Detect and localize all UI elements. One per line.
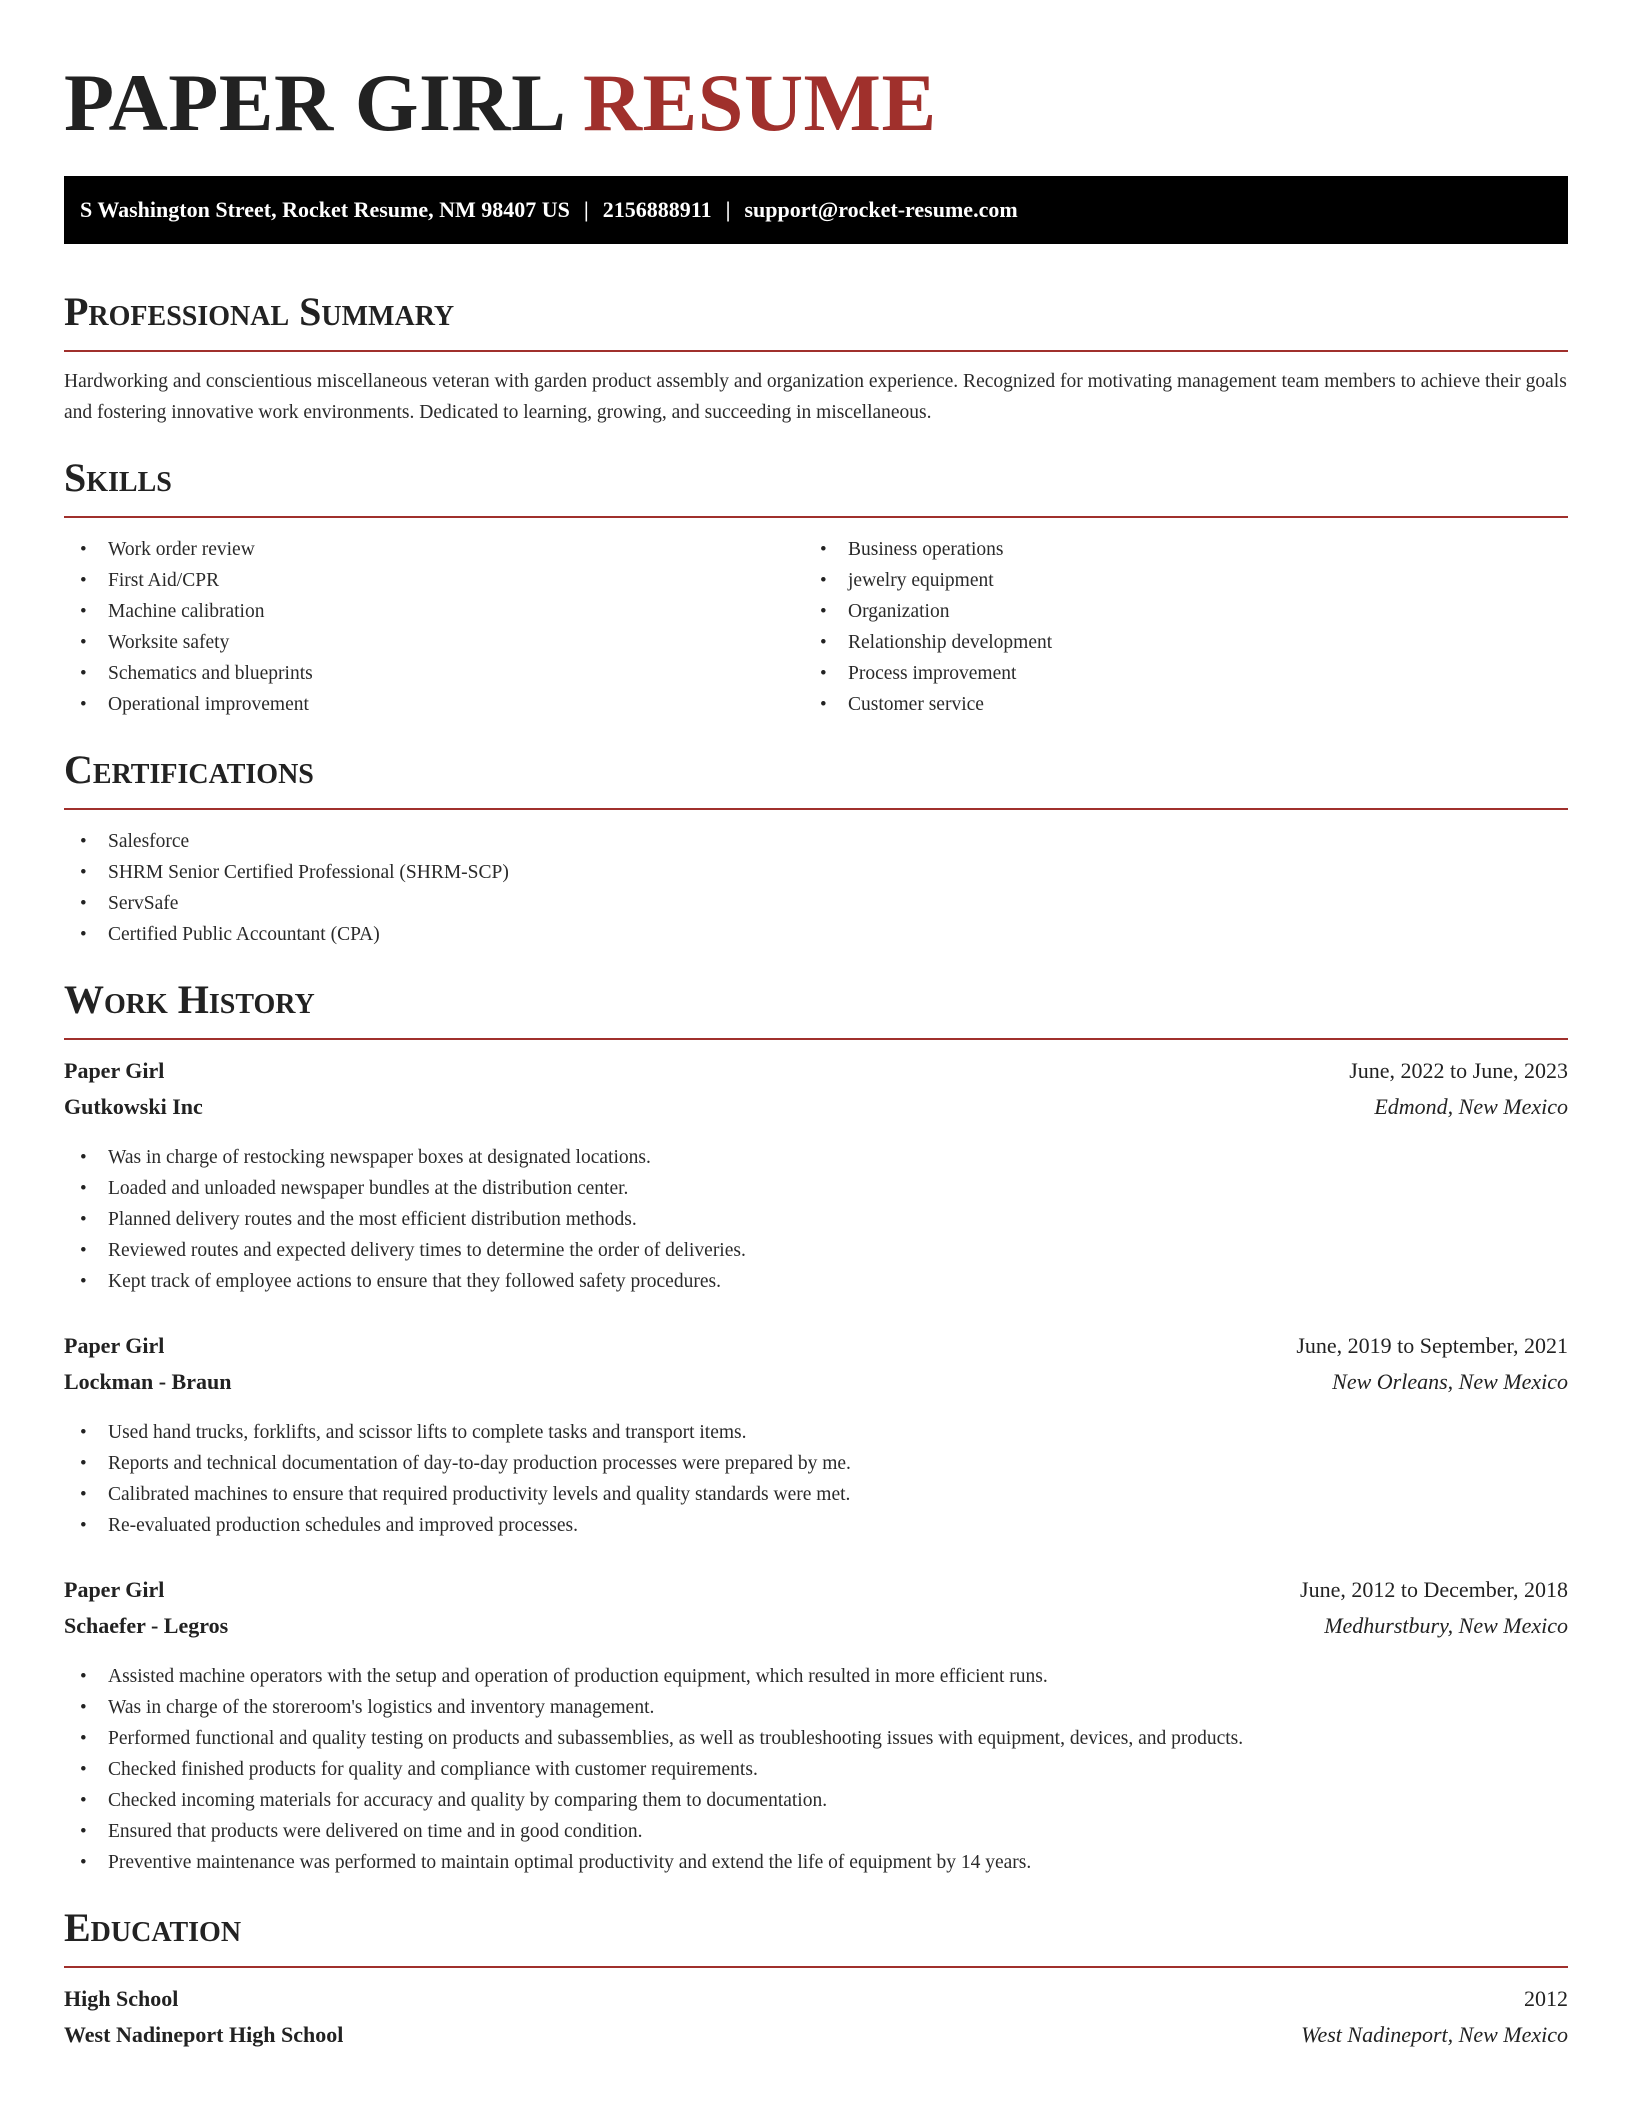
contact-email[interactable]: support@rocket-resume.com: [744, 197, 1018, 222]
job-bullet: • Calibrated machines to ensure that required productivity levels and quality standards were met.: [64, 1479, 1568, 1510]
skill-item: • Organization: [804, 596, 1544, 627]
section-title-summary: Professional Summary: [64, 289, 455, 334]
job-company: Gutkowski Inc: [64, 1094, 203, 1119]
section-title-education: Education: [64, 1905, 242, 1950]
job-bullet: • Used hand trucks, forklifts, and scissor lifts to complete tasks and transport items.: [64, 1417, 1568, 1448]
title-resume-word: RESUME: [582, 57, 937, 148]
skill-item: • Schematics and blueprints: [64, 658, 804, 689]
work-history-section: [64, 976, 1568, 1878]
section-title-skills: Skills: [64, 455, 172, 500]
skill-item: • Worksite safety: [64, 627, 804, 658]
certification-item: • SHRM Senior Certified Professional (SHRM-SCP): [64, 857, 1568, 888]
job-role: Paper Girl: [64, 1333, 165, 1358]
skill-item: • Machine calibration: [64, 596, 804, 627]
job-bullet: • Re-evaluated production schedules and improved processes.: [64, 1510, 1568, 1541]
job-bullet: • Was in charge of the storeroom's logistics and inventory management.: [64, 1692, 1568, 1723]
education-subheader-row: [64, 2022, 1568, 2058]
education-year: 2012: [1524, 1986, 1568, 2011]
certification-item: • Certified Public Accountant (CPA): [64, 919, 1568, 950]
job-entry: [64, 1333, 1568, 1541]
job-header-row: [64, 1577, 1568, 1613]
job-location: Edmond, New Mexico: [1374, 1094, 1568, 1119]
job-bullet: • Checked incoming materials for accuracy and quality by comparing them to documentation.: [64, 1785, 1568, 1816]
resume-title: [64, 58, 1568, 148]
job-location: Medhurstbury, New Mexico: [1324, 1613, 1568, 1638]
job-bullet: • Kept track of employee actions to ensure that they followed safety procedures.: [64, 1266, 1568, 1297]
job-entry: [64, 1577, 1568, 1878]
skill-item: • Relationship development: [804, 627, 1544, 658]
contact-separator: |: [583, 197, 589, 222]
job-dates: June, 2022 to June, 2023: [1349, 1058, 1568, 1083]
job-bullet: • Ensured that products were delivered on time and in good condition.: [64, 1816, 1568, 1847]
skill-item: • Process improvement: [804, 658, 1544, 689]
job-header-row: [64, 1333, 1568, 1369]
section-divider: [64, 808, 1568, 810]
job-bullets: [64, 1661, 1568, 1878]
skill-item: • Operational improvement: [64, 689, 804, 720]
job-bullet: • Performed functional and quality testing on products and subassemblies, as well as troubleshooting issues with equipment, devices, and products.: [64, 1723, 1568, 1754]
job-dates: June, 2019 to September, 2021: [1296, 1333, 1568, 1358]
certifications-section: [64, 746, 1568, 950]
education-header-row: [64, 1986, 1568, 2022]
job-subheader-row: [64, 1094, 1568, 1130]
certification-item: • Salesforce: [64, 826, 1568, 857]
section-divider: [64, 350, 1568, 352]
job-location: New Orleans, New Mexico: [1332, 1369, 1568, 1394]
education-entry: [64, 1986, 1568, 2058]
summary-section: [64, 288, 1568, 428]
job-bullet: • Preventive maintenance was performed to maintain optimal productivity and extend the life of equipment by 14 years.: [64, 1847, 1568, 1878]
education-school: West Nadineport High School: [64, 2022, 344, 2047]
skill-item: • Customer service: [804, 689, 1544, 720]
certifications-list: [64, 826, 1568, 950]
job-subheader-row: [64, 1369, 1568, 1405]
education-degree: High School: [64, 1986, 179, 2011]
certification-item: • ServSafe: [64, 888, 1568, 919]
contact-separator: |: [725, 197, 731, 222]
job-entry: [64, 1058, 1568, 1297]
job-company: Schaefer - Legros: [64, 1613, 229, 1638]
job-subheader-row: [64, 1613, 1568, 1649]
section-divider: [64, 1038, 1568, 1040]
job-bullet: • Planned delivery routes and the most efficient distribution methods.: [64, 1204, 1568, 1235]
skills-list-left: [64, 534, 804, 720]
education-section: [64, 1904, 1568, 2058]
section-divider: [64, 1966, 1568, 1968]
job-bullet: • Reports and technical documentation of day-to-day production processes were prepared by me.: [64, 1448, 1568, 1479]
job-dates: June, 2012 to December, 2018: [1300, 1577, 1568, 1602]
contact-address: S Washington Street, Rocket Resume, NM 98407 US: [80, 197, 570, 222]
skill-item: • First Aid/CPR: [64, 565, 804, 596]
job-bullet: • Reviewed routes and expected delivery times to determine the order of deliveries.: [64, 1235, 1568, 1266]
job-role: Paper Girl: [64, 1577, 165, 1602]
skill-item: • Business operations: [804, 534, 1544, 565]
section-title-work-history: Work History: [64, 977, 315, 1022]
skill-item: • jewelry equipment: [804, 565, 1544, 596]
job-bullet: • Was in charge of restocking newspaper boxes at designated locations.: [64, 1142, 1568, 1173]
section-divider: [64, 516, 1568, 518]
job-bullet: • Loaded and unloaded newspaper bundles at the distribution center.: [64, 1173, 1568, 1204]
contact-phone: 2156888911: [602, 197, 712, 222]
job-company: Lockman - Braun: [64, 1369, 232, 1394]
contact-bar: [64, 176, 1568, 244]
skills-section: [64, 454, 1568, 720]
resume-page: [64, 0, 1568, 2058]
section-title-certifications: Certifications: [64, 747, 314, 792]
job-header-row: [64, 1058, 1568, 1094]
job-bullet: • Checked finished products for quality and compliance with customer requirements.: [64, 1754, 1568, 1785]
job-bullet: • Assisted machine operators with the setup and operation of production equipment, which resulted in more efficient runs.: [64, 1661, 1568, 1692]
job-bullets: [64, 1142, 1568, 1297]
summary-text: Hardworking and conscientious miscellaneous veteran with garden product assembly and organization experience. Recognized for motivating management team members to achieve their goals and fostering innovative work environments. Dedicated to learning, growing, and succeeding in miscellaneous.: [64, 371, 1567, 423]
skills-grid: [64, 534, 1568, 720]
title-name: PAPER GIRL: [64, 57, 562, 148]
skills-list-right: [804, 534, 1544, 720]
skill-item: • Work order review: [64, 534, 804, 565]
job-bullets: [64, 1417, 1568, 1541]
job-role: Paper Girl: [64, 1058, 165, 1083]
education-location: West Nadineport, New Mexico: [1301, 2022, 1568, 2047]
